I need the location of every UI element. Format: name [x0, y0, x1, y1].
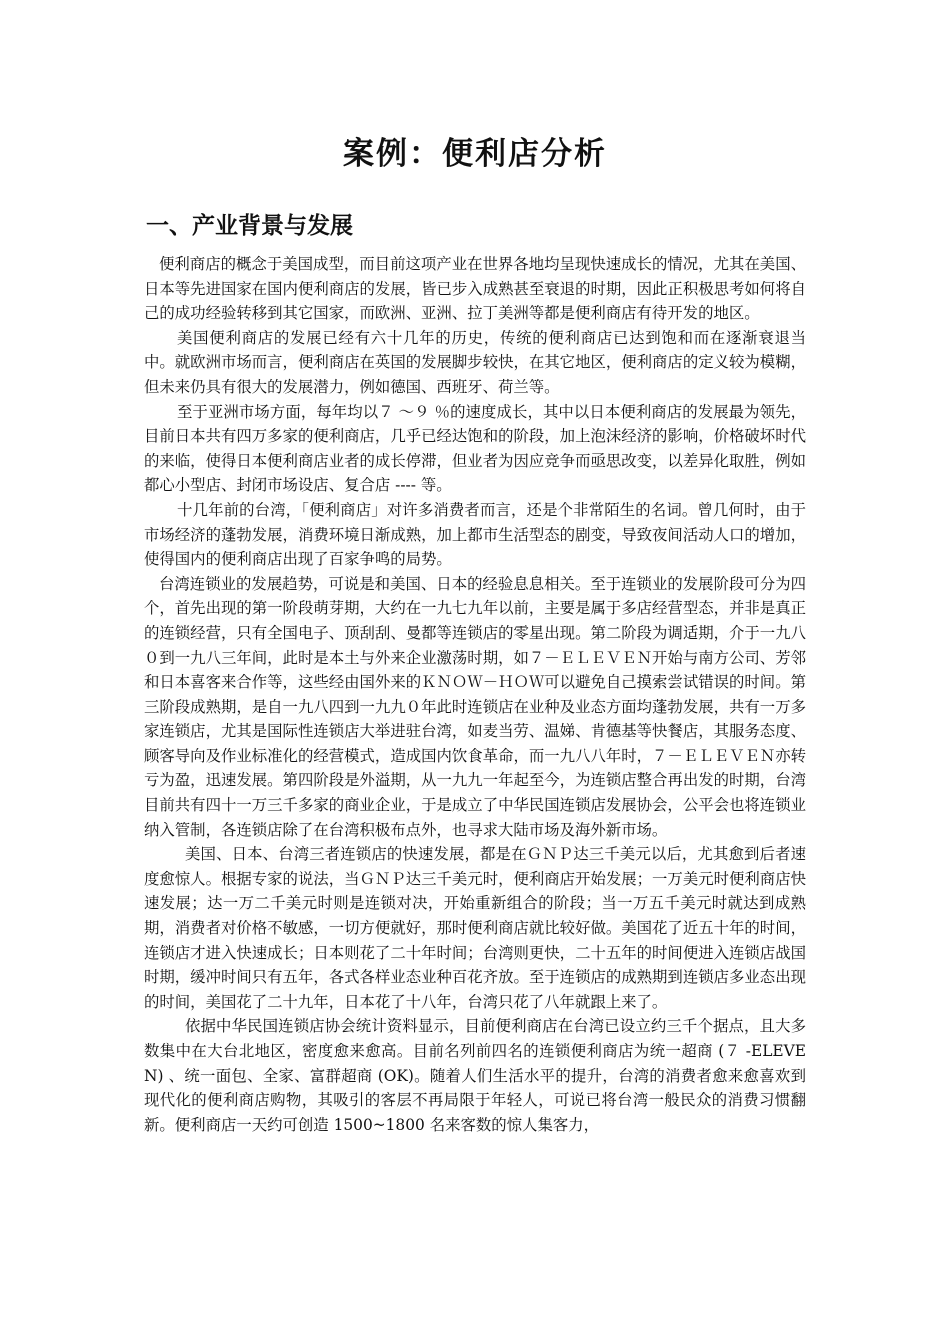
document-title: 案例：便利店分析 — [343, 136, 607, 172]
paragraph: 台湾连锁业的发展趋势，可说是和美国、日本的经验息息相关。至于连锁业的发展阶段可分为四个，首先出现的第一阶段萌芽期，大约在一九七九年以前，主要是属于多店经营型态，并非是真正的连锁经营，只有全国电子、顶刮刮、曼都等连锁店的零星出现。第二阶段为调适期，介于一九八０到一九八三年间，此时是本土与外来企业激荡时期，如７－ＥＬＥＶＥＮ开始与南方公司、芳邻和日本喜客来合作等，这些经由国外来的ＫＮＯＷ－ＨＯＷ可以避免自己摸索尝试错误的时间。第三阶段成熟期，是自一九八四到一九九０年此时连锁店在业种及业态方面均蓬勃发展，共有一万多家连锁店，尤其是国际性连锁店大举进驻台湾，如麦当劳、温娣、肯德基等快餐店，其服务态度、顾客导向及作业标准化的经营模式，造成国内饮食革命，而一九八八年时，７－ＥＬＥＶＥＮ亦转亏为盈，迅速发展。第四阶段是外溢期，从一九九一年起至今，为连锁店整合再出发的时期，台湾目前共有四十一万三千多家的商业企业，于是成立了中华民国连锁店发展协会，公平会也将连锁业纳入管制，各连锁店除了在台湾积极布点外，也寻求大陆市场及海外新市场。 — [144, 574, 806, 839]
body-text — [144, 252, 806, 1137]
section-heading: 一、产业背景与发展 — [146, 213, 353, 239]
paragraph: 十几年前的台湾，「便利商店」对许多消费者而言，还是个非常陌生的名词。曾几何时，由于市场经济的蓬勃发展，消费环境日渐成熟，加上都市生活型态的剧变，导致夜间活动人口的增加，使得国内的便利商店出现了百家争鸣的局势。 — [144, 500, 806, 569]
paragraph: 依据中华民国连锁店协会统计资料显示，目前便利商店在台湾已设立约三千个据点，且大多数集中在大台北地区，密度愈来愈高。目前名列前四名的连锁便利商店为统一超商 (７ -ELEVEN) 、统一面包、全家、富群超商 (OK)。随着人们生活水平的提升，台湾的消费者愈来愈喜欢到现代化的便利商店购物，其吸引的客层不再局限于年轻人，可说已将台湾一般民众的消费习惯翻新。便利商店一天约可创造 1500~1800 名来客数的惊人集客力， — [144, 1017, 806, 1134]
paragraph: 至于亚洲市场方面，每年均以７ ～９ ％的速度成长，其中以日本便利商店的发展最为领先，目前日本共有四万多家的便利商店，几乎已经达饱和的阶段，加上泡沫经济的影响，价格破坏时代的来临，使得日本便利商店业者的成长停滞，但业者为因应竞争而亟思改变，以差异化取胜，例如都心小型店、封闭市场设店、复合店 ---- 等。 — [144, 402, 806, 495]
paragraph: 便利商店的概念于美国成型，而目前这项产业在世界各地均呈现快速成长的情况，尤其在美国、日本等先进国家在国内便利商店的发展，皆已步入成熟甚至衰退的时期，因此正积极思考如何将自己的成功经验转移到其它国家，而欧洲、亚洲、拉丁美洲等都是便利商店有待开发的地区。 — [144, 255, 806, 323]
paragraph: 美国便利商店的发展已经有六十几年的历史，传统的便利商店已达到饱和而在逐渐衰退当中。就欧洲市场而言，便利商店在英国的发展脚步较快，在其它地区，便利商店的定义较为模糊，但未来仍具有很大的发展潜力，例如德国、西班牙、荷兰等。 — [144, 328, 806, 396]
paragraph: 美国、日本、台湾三者连锁店的快速发展，都是在ＧＮＰ达三千美元以后，尤其愈到后者速度愈惊人。根据专家的说法，当ＧＮＰ达三千美元时，便利商店开始发展；一万美元时便利商店快速发展；达一万二千美元时则是连锁对决，开始重新组合的阶段；当一万五千美元时就达到成熟期，消费者对价格不敏感，一切方便就好，那时便利商店就比较好做。美国花了近五十年的时间，连锁店才进入快速成长；日本则花了二十年时间；台湾则更快，二十五年的时间便进入连锁店战国时期，缓冲时间只有五年，各式各样业态业种百花齐放。至于连锁店的成熟期到连锁店多业态出现的时间，美国花了二十九年，日本花了十八年，台湾只花了八年就跟上来了。 — [144, 845, 806, 1011]
